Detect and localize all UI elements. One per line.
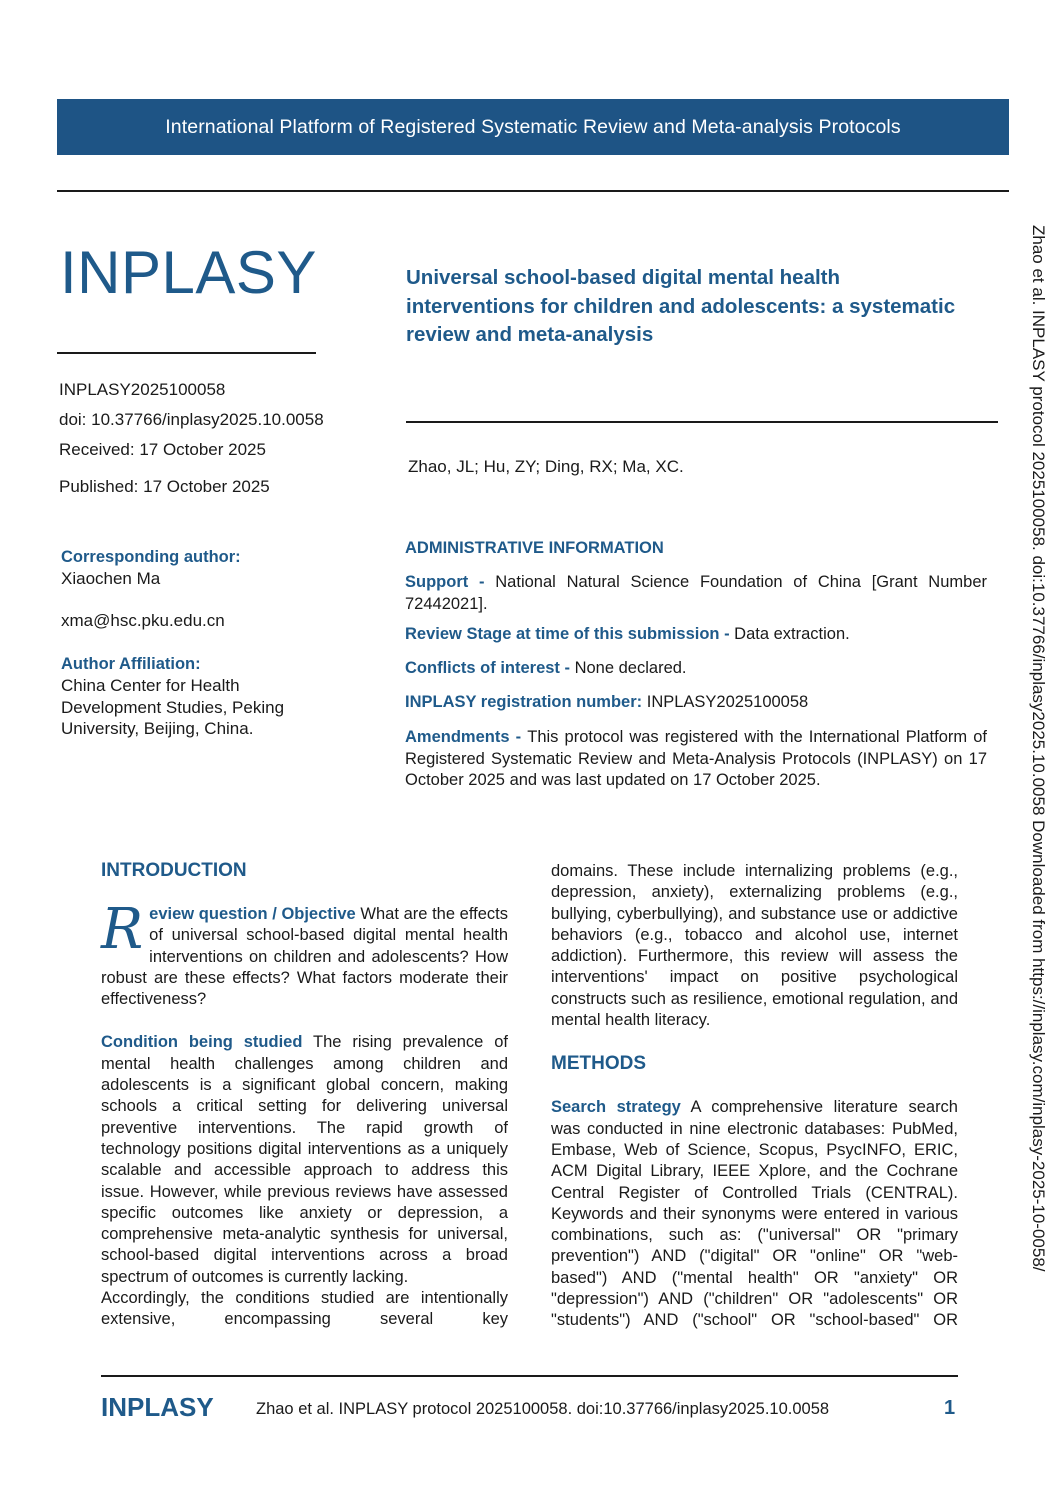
admin-amendments (405, 727, 987, 792)
condition-text-2: Accordingly, the conditions studied are intentionally extensive, encompassing several key (101, 1289, 508, 1329)
affiliation-label: Author Affiliation: (61, 655, 201, 673)
footer-divider (101, 1375, 958, 1377)
side-citation[interactable]: Zhao et al. INPLASY protocol 2025100058. doi:10.37766/inplasy2025.10.0058 Downloaded from https://inplasy.com/inplasy-2025-10-0058/ (1029, 225, 1048, 1272)
corresponding-author-email[interactable]: xma@hsc.pku.edu.cn (61, 610, 225, 630)
admin-heading (405, 538, 987, 560)
admin-support (405, 572, 987, 615)
affiliation-block (61, 655, 311, 740)
author-list: Zhao, JL; Hu, ZY; Ding, RX; Ma, XC. (408, 457, 684, 476)
support-text: National Natural Science Foundation of China [Grant Number 72442021]. (405, 573, 987, 613)
condition-paragraph-continued (101, 1288, 508, 1331)
amendments-text: This protocol was registered with the International Platform of Registered Systematic Review and Meta-Analysis Protocols (INPLASY) on 17 October 2025 and was last updated on 17 October 2025. (405, 728, 988, 789)
stage-text: Data extraction. (734, 625, 850, 643)
footer-citation: Zhao et al. INPLASY protocol 2025100058. doi:10.37766/inplasy2025.10.0058 (256, 1400, 830, 1418)
conflicts-label: Conflicts of interest - (405, 659, 575, 677)
review-question-text: What are the effects of universal school-based digital mental health interventions on children and adolescents? How robust are these effects? What factors moderate their effectiveness? (101, 905, 508, 1009)
search-strategy-text: A comprehensive literature search was conducted in nine electronic databases: PubMed, Embase, Web of Science, Scopus, PsycINFO, ERIC, ACM Digital Library, IEEE Xplore, and the Cochrane Central Register of Controlled Trials (CENTRAL). Keywords and their synonyms were entered in various combinations, such as: ("universal" OR "primary prevention") AND ("digital" OR "online" OR "web-based") AND ("mental health" OR "anxiety" OR "depression") AND ("children" OR "adolescents" OR "students") AND ("school" OR "school-based" OR (551, 1098, 958, 1330)
inplasy-logo: INPLASY (60, 239, 317, 306)
left-column (101, 860, 508, 1331)
admin-heading-text: ADMINISTRATIVE INFORMATION (405, 539, 664, 557)
corresponding-author-block (61, 548, 321, 631)
platform-banner: International Platform of Registered Systematic Review and Meta-analysis Protocols (57, 99, 1009, 155)
condition-paragraph (101, 1032, 508, 1288)
conflicts-text: None declared. (574, 659, 687, 677)
condition-label: Condition being studied (101, 1033, 303, 1052)
affiliation-text: China Center for Health Development Studies, Peking University, Beijing, China. (61, 676, 285, 738)
doi: doi: 10.37766/inplasy2025.10.0058 (59, 410, 324, 429)
published-date: Published: 17 October 2025 (59, 477, 270, 496)
search-strategy-paragraph (551, 1097, 958, 1331)
admin-conflicts (405, 658, 987, 680)
introduction-heading: INTRODUCTION (101, 860, 247, 881)
review-question-label: eview question / Objective (149, 905, 356, 923)
registration-label: INPLASY registration number: (405, 693, 647, 711)
support-label: Support - (405, 573, 496, 591)
admin-registration (405, 692, 987, 714)
received-date: Received: 17 October 2025 (59, 440, 266, 459)
header-divider (57, 190, 1009, 192)
amendments-label: Amendments - (405, 728, 528, 746)
corresponding-author-label: Corresponding author: (61, 548, 241, 566)
corresponding-author-name: Xiaochen Ma (61, 569, 161, 588)
search-strategy-label: Search strategy (551, 1098, 681, 1117)
logo-divider (57, 352, 316, 354)
review-question-paragraph (101, 897, 508, 1010)
conditions-continued: domains. These include internalizing problems (e.g., depression, anxiety), externalizing problems (e.g., bullying, cyberbullying), and substance use or addictive behaviors (e.g., tobacco and alcohol use, internet addiction). Furthermore, this review will assess the interventions' impact on positive psychological constructs such as resilience, emotional regulation, and mental health literacy. (551, 862, 958, 1030)
right-column (551, 861, 958, 1332)
condition-text: The rising prevalence of mental health challenges among children and adolescents is a significant global concern, making schools a critical setting for delivering universal preventive interventions. The rapid growth of technology positions digital interventions as a uniquely scalable and accessible approach to address this issue. However, while previous reviews have assessed specific outcomes like anxiety or depression, a comprehensive meta-analytic synthesis for universal, school-based digital interventions across a broad spectrum of outcomes is currently lacking. (101, 1033, 508, 1286)
registration-text: INPLASY2025100058 (646, 693, 809, 711)
admin-stage (405, 624, 987, 646)
registration-id: INPLASY2025100058 (59, 380, 226, 399)
footer-logo: INPLASY (101, 1392, 214, 1422)
drop-cap: R (101, 897, 144, 962)
paper-title: Universal school-based digital mental health interventions for children and adolescents: a systematic review and meta-analysis (406, 266, 956, 346)
methods-heading: METHODS (551, 1053, 646, 1075)
page-number: 1 (944, 1397, 956, 1419)
title-divider (406, 421, 998, 423)
stage-label: Review Stage at time of this submission - (405, 625, 735, 643)
